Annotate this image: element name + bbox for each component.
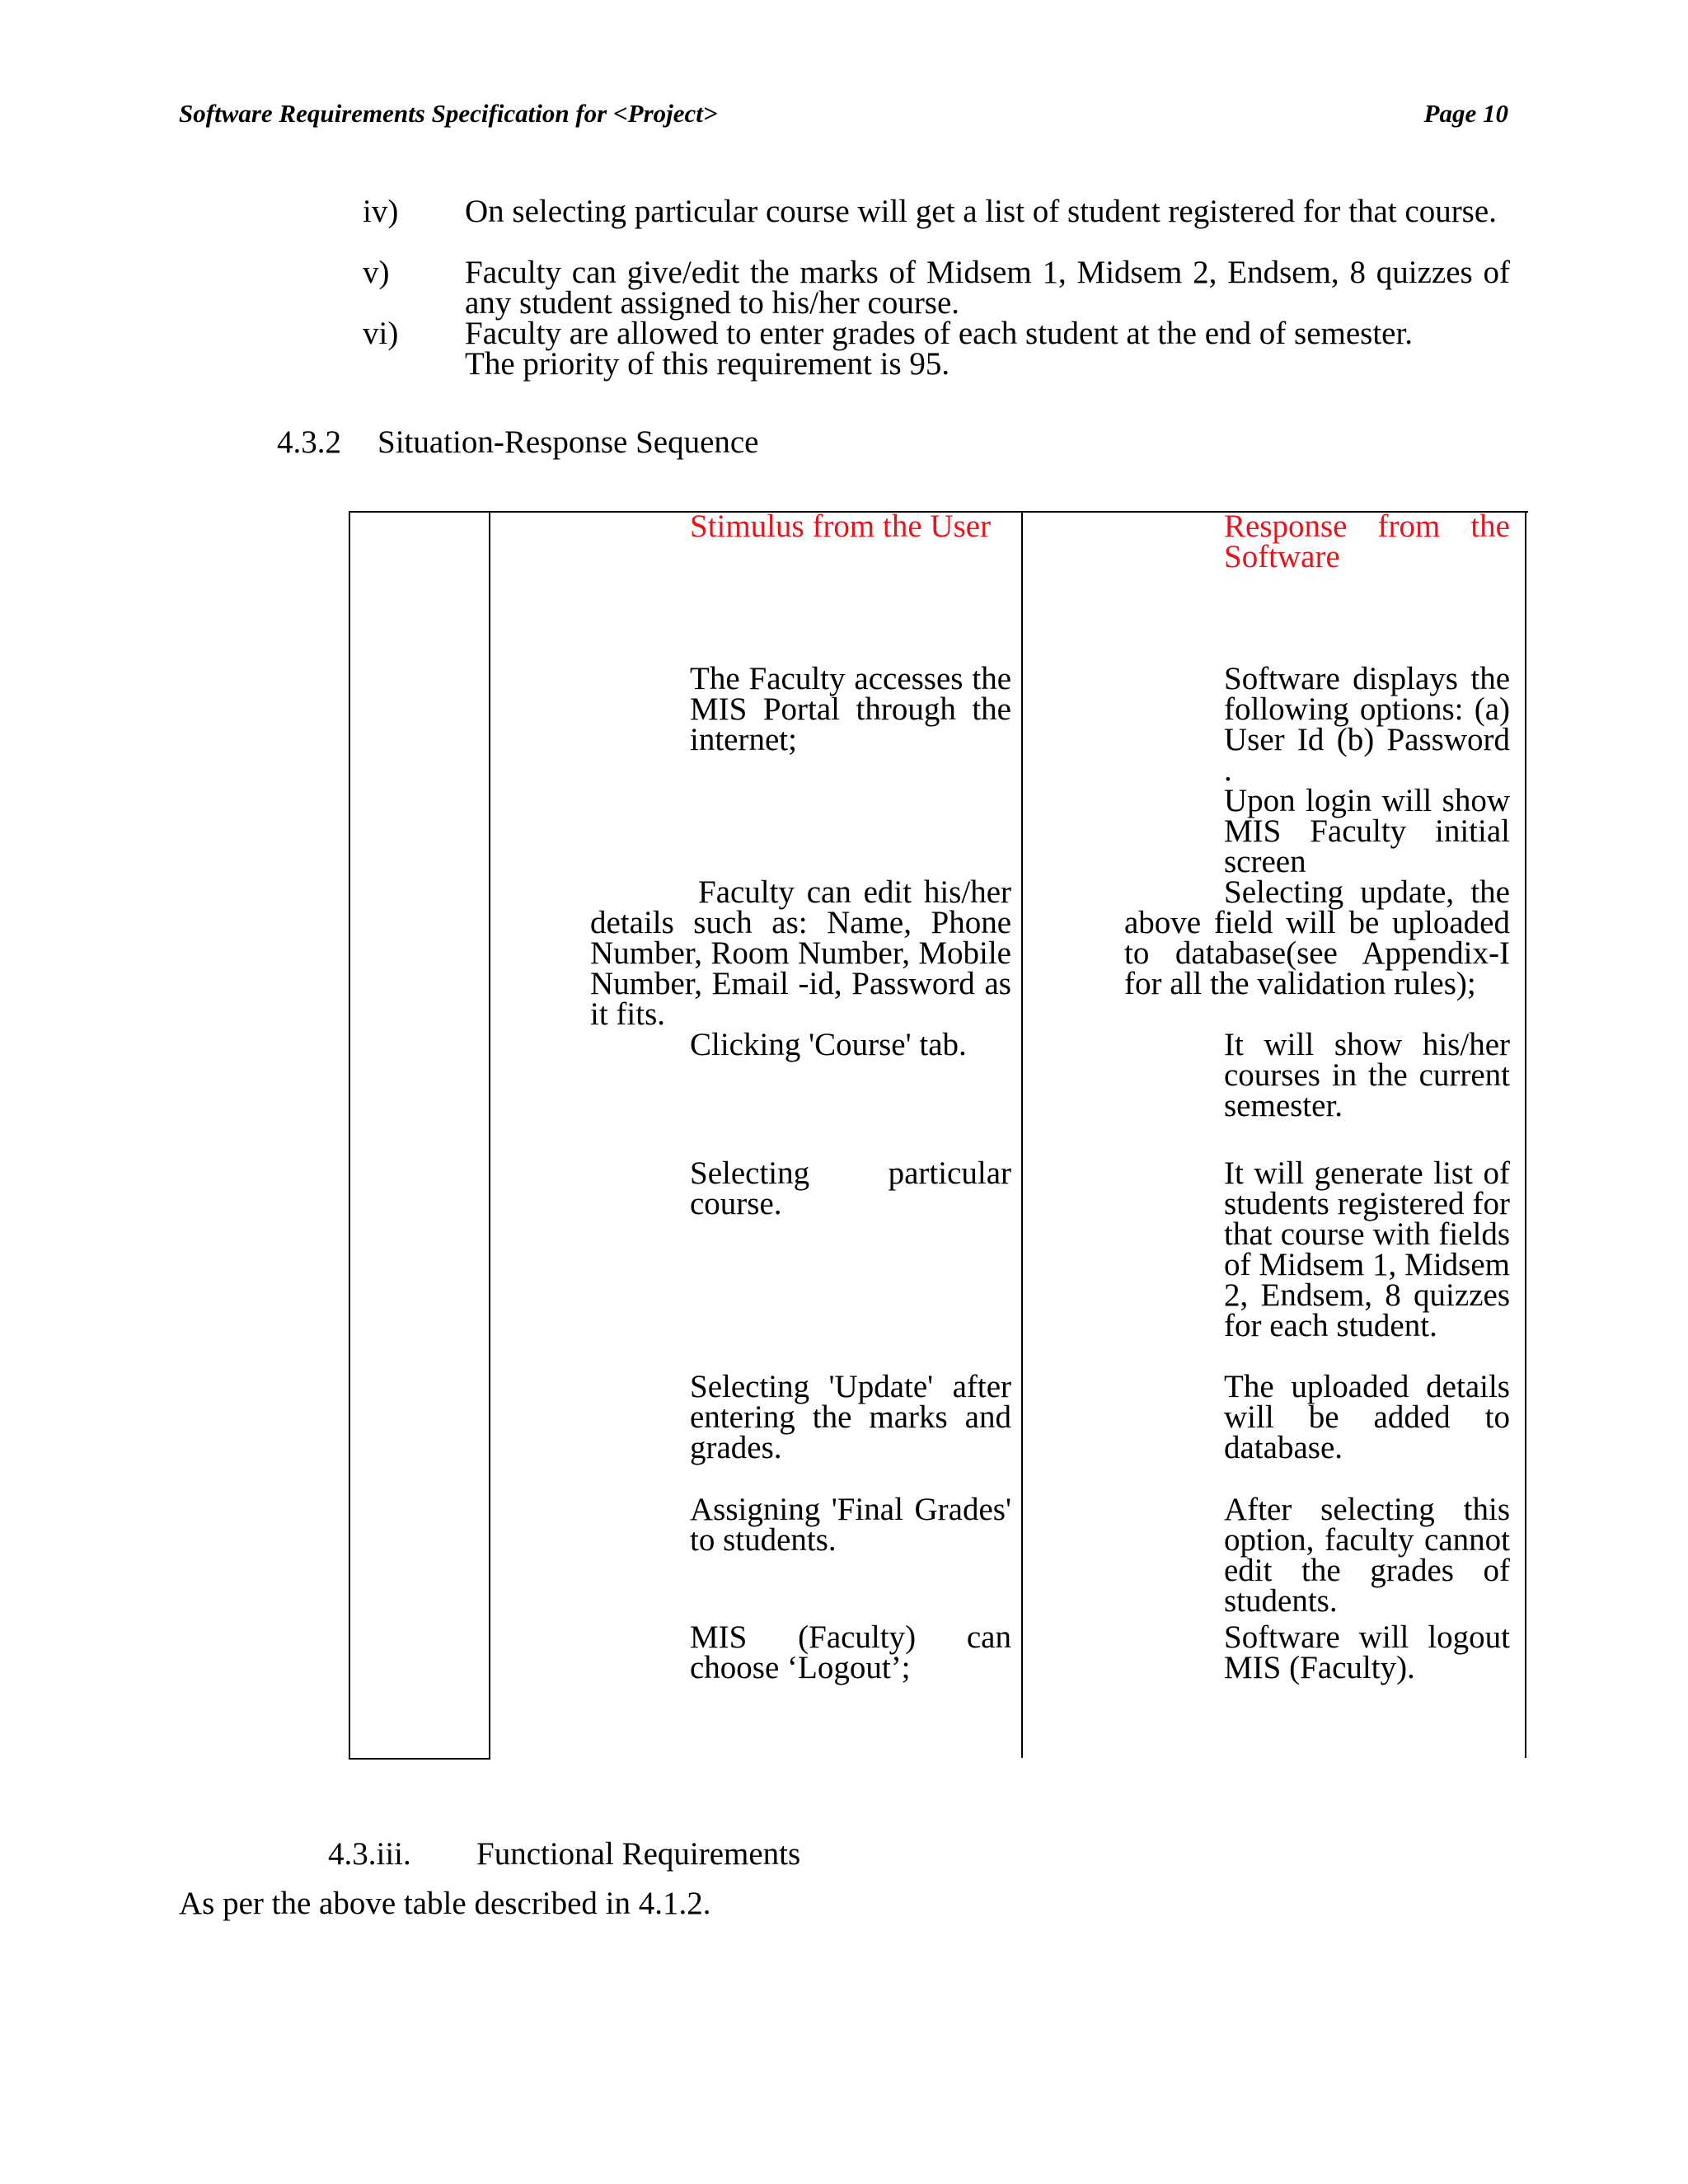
priority-text: The priority of this requirement is 95. bbox=[465, 346, 950, 382]
section-number-4-3-2: 4.3.2 bbox=[277, 424, 341, 460]
list-item-text: On selecting particular course will get a list of student registered for that course. bbox=[465, 194, 1497, 229]
list-item-text: Faculty can give/edit the marks of Midsem 1, Midsem 2, Endsem, 8 quizzes of any student assigned to his/her course. bbox=[465, 255, 1510, 321]
stimulus-cell: Faculty can edit his/her details such as: Name, Phone Number, Room Number, Mobile Number, Email -id, Password as it fits. bbox=[590, 874, 1011, 1032]
table-first-column bbox=[349, 511, 490, 1760]
situation-response-table bbox=[349, 511, 1528, 1758]
page-number: Page 10 bbox=[1423, 99, 1508, 128]
response-cell: Software will logout MIS (Faculty). bbox=[1224, 1619, 1510, 1685]
section-title-situation-response: Situation-Response Sequence bbox=[377, 424, 759, 460]
table-column-divider bbox=[1021, 511, 1023, 1758]
body-paragraph: As per the above table described in 4.1.2. bbox=[179, 1886, 711, 1921]
stimulus-cell: Selecting particular course. bbox=[690, 1155, 1011, 1221]
response-cell: It will generate list of students registered for that course with fields of Midsem 1, Midsem 2, Endsem, 8 quizzes for each student. bbox=[1224, 1155, 1510, 1343]
list-item-number: v) bbox=[363, 255, 390, 290]
list-item-number: vi) bbox=[363, 316, 399, 351]
response-cell: Selecting update, the above field will be uploaded to database(see Appendix-I for all the validation rules); bbox=[1124, 874, 1510, 1001]
running-header-title: Software Requirements Specification for <Project> bbox=[179, 99, 718, 128]
response-cell: The uploaded details will be added to database. bbox=[1224, 1369, 1510, 1465]
table-right-border bbox=[1525, 511, 1526, 1758]
stimulus-cell: MIS (Faculty) can choose ‘Logout’; bbox=[690, 1619, 1011, 1685]
response-cell: Software displays the following options: (a) User Id (b) Password . bbox=[1224, 661, 1510, 788]
stimulus-cell: Assigning 'Final Grades' to students. bbox=[690, 1492, 1011, 1558]
stimulus-cell: Selecting 'Update' after entering the marks and grades. bbox=[690, 1369, 1011, 1465]
list-item-text: Faculty are allowed to enter grades of each student at the end of semester. bbox=[465, 316, 1414, 351]
stimulus-cell: The Faculty accesses the MIS Portal through the internet; bbox=[690, 661, 1011, 757]
section-number-4-3-iii: 4.3.iii. bbox=[328, 1836, 411, 1872]
stimulus-header: Stimulus from the User bbox=[690, 509, 992, 544]
list-item-number: iv) bbox=[363, 194, 399, 229]
stimulus-cell: Clicking 'Course' tab. bbox=[690, 1027, 967, 1062]
section-title-functional-requirements: Functional Requirements bbox=[476, 1836, 801, 1872]
response-cell: After selecting this option, faculty cannot edit the grades of students. bbox=[1224, 1492, 1510, 1619]
response-cell: Upon login will show MIS Faculty initial screen bbox=[1224, 783, 1510, 879]
response-header: Response from the Software bbox=[1224, 509, 1510, 574]
response-cell: It will show his/her courses in the current semester. bbox=[1224, 1027, 1510, 1123]
